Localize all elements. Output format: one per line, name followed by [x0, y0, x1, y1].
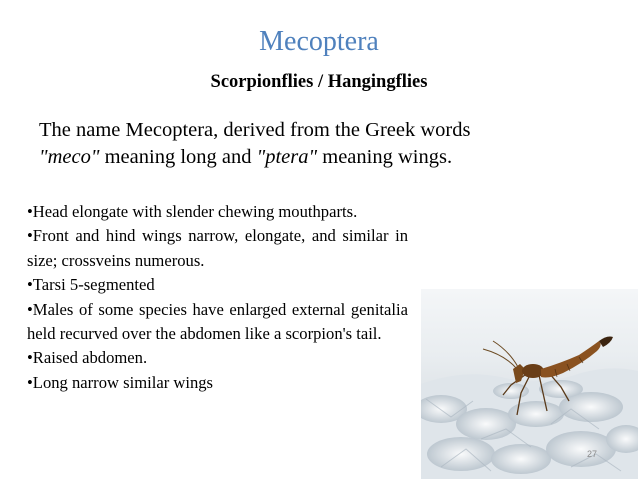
intro-text-2: meaning long and: [99, 146, 257, 168]
intro-term-ptera: "ptera": [256, 146, 318, 168]
bullet-item: •Front and hind wings narrow, elongate, and similar in size; crossveins numerous.: [27, 226, 408, 270]
bullet-item: •Males of some species have enlarged external genitalia held recurved over the abdomen like a scorpion's tail.: [27, 299, 408, 344]
bullet-item: •Raised abdomen.: [27, 348, 148, 368]
intro-term-meco: "meco": [39, 146, 100, 168]
bullet-item: •Head elongate with slender chewing mouthparts.: [27, 202, 358, 221]
intro-text-3: meaning wings.: [317, 146, 453, 168]
bullet-list: [27, 200, 408, 395]
slide-subtitle: Scorpionflies / Hangingflies: [210, 72, 428, 92]
intro-paragraph: [39, 117, 624, 171]
intro-text-1: The name Mecoptera, derived from the Greek words: [39, 119, 471, 141]
slide-title: Mecoptera: [259, 26, 379, 57]
bullet-item: •Tarsi 5-segmented: [27, 275, 155, 295]
bullet-item: •Long narrow similar wings: [27, 372, 214, 392]
page-number: 27: [587, 449, 598, 459]
scorpionfly-photo: [421, 289, 638, 479]
